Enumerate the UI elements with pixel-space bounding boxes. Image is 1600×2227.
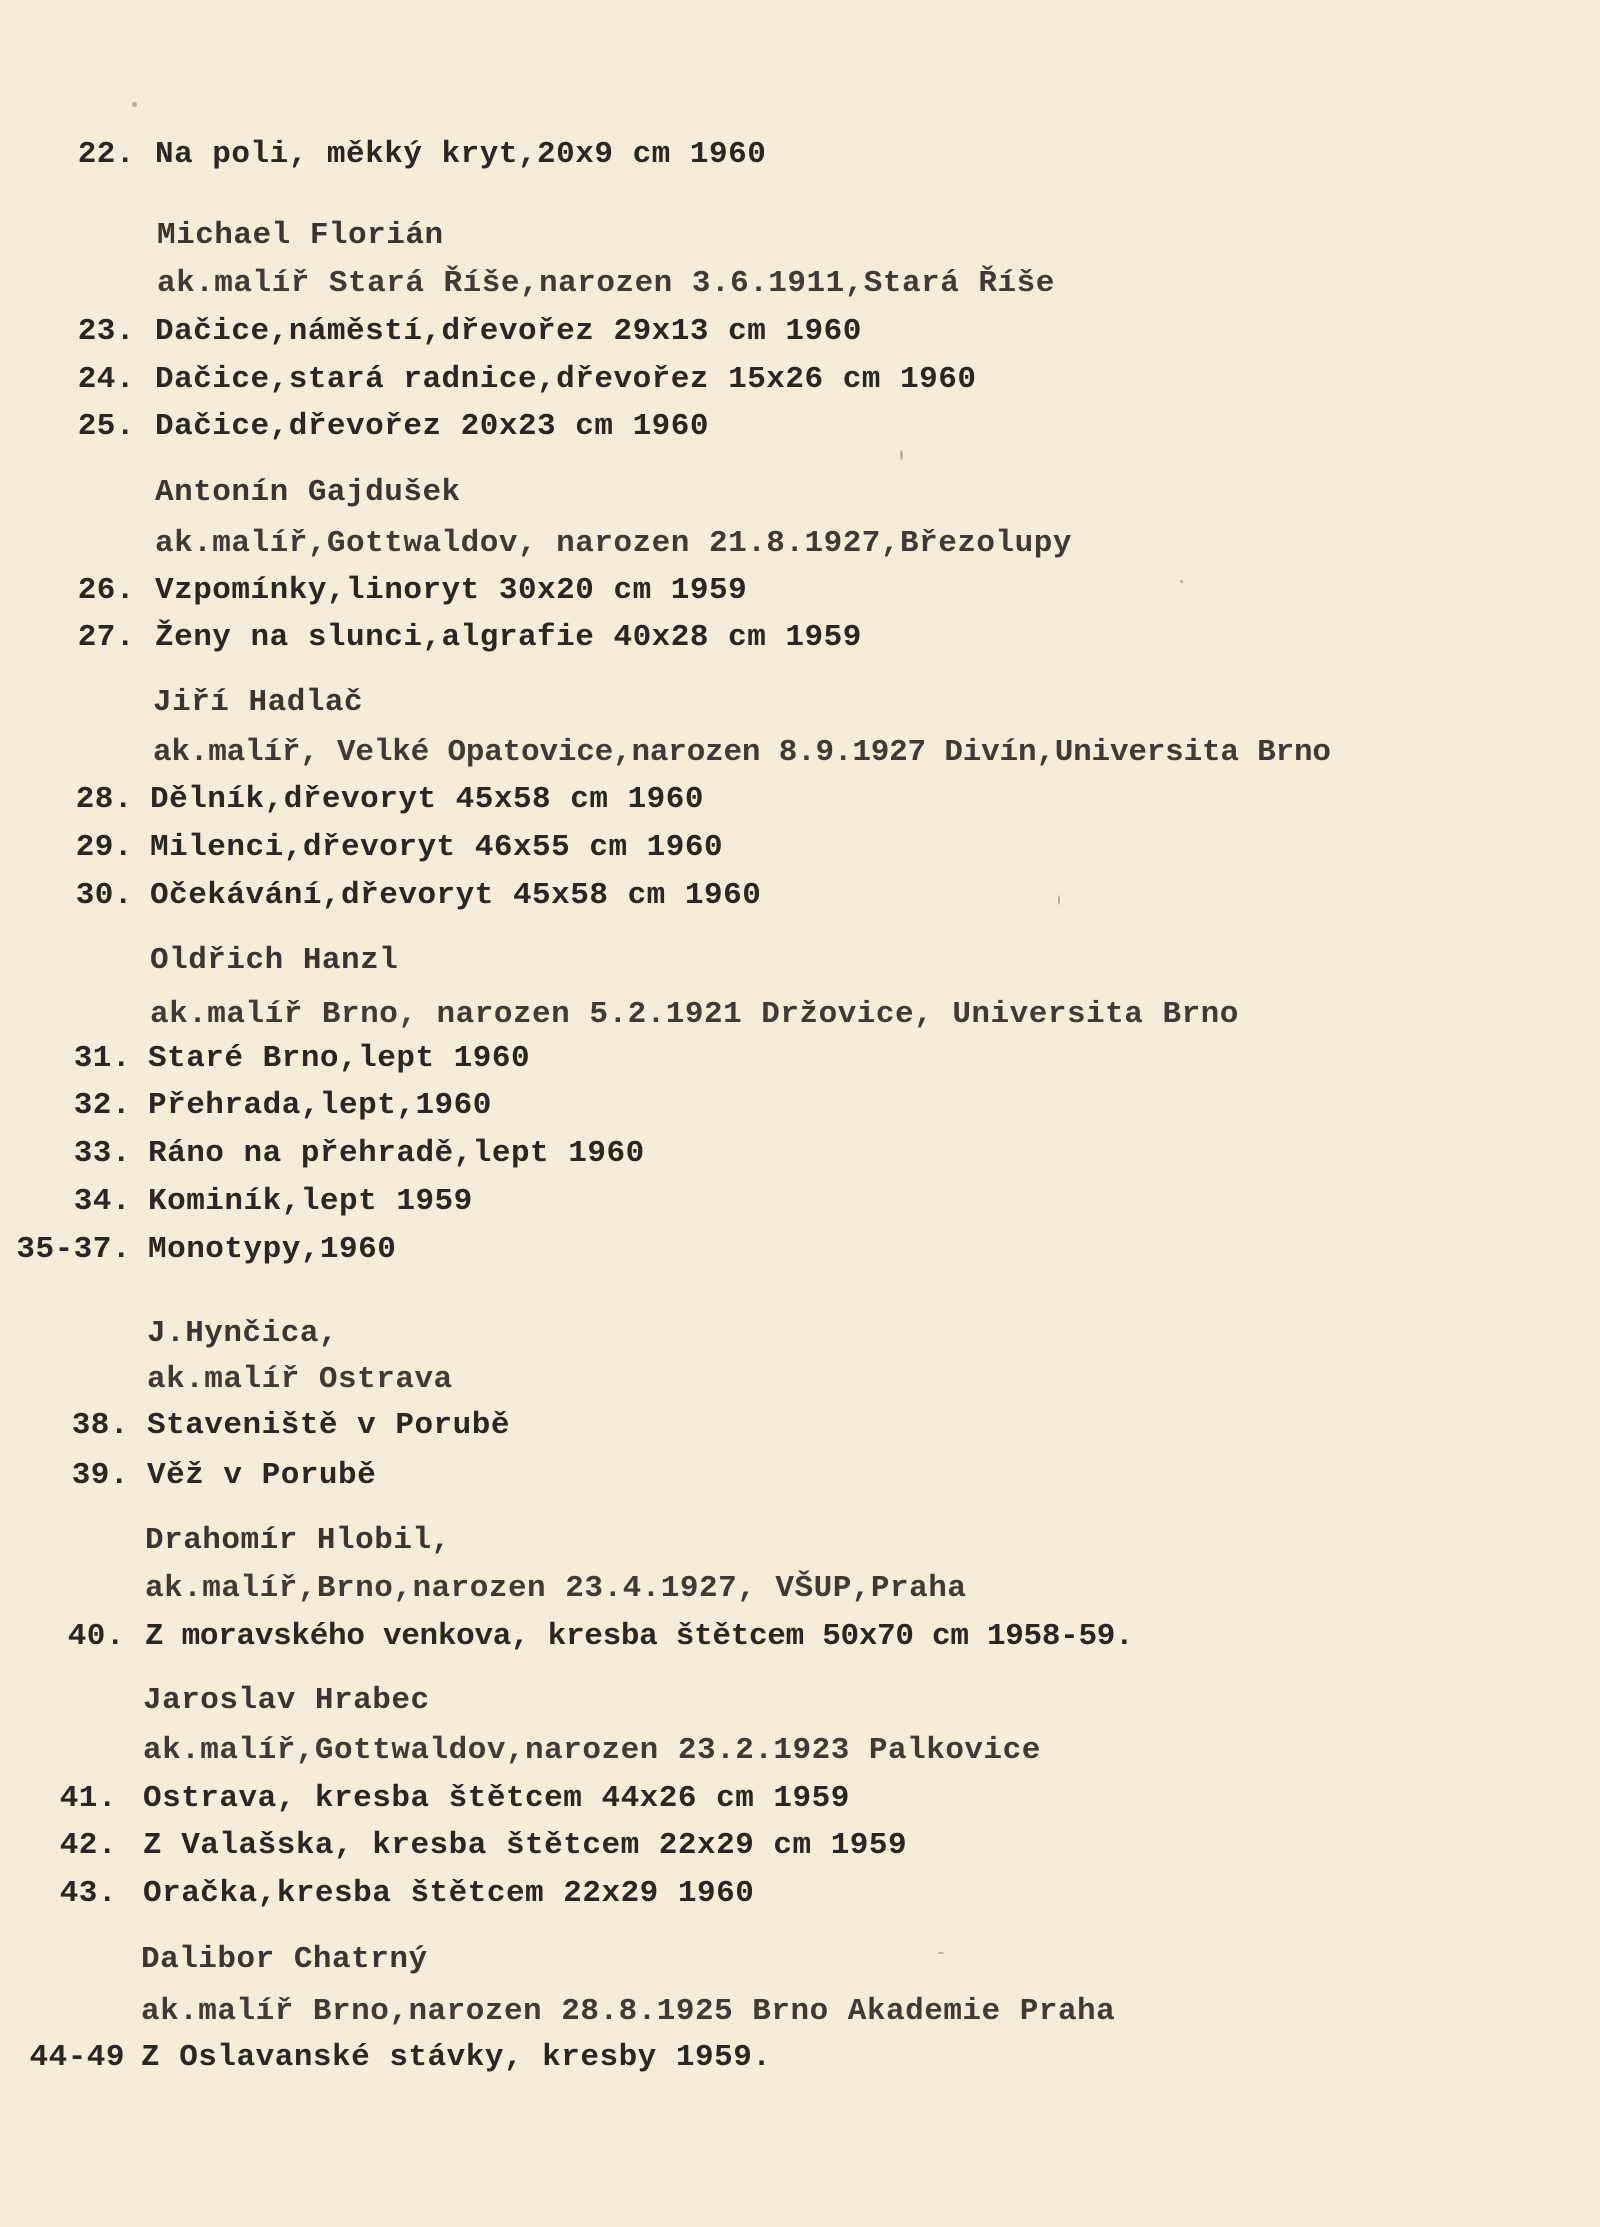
item-number: 31. (73, 1041, 131, 1076)
item-number: 27. (77, 620, 135, 655)
paper-speck (1058, 895, 1060, 905)
paper-speck (1180, 580, 1183, 583)
item-text: Očekávání,dřevoryt 45x58 cm 1960 (150, 878, 762, 913)
item-text: Z Oslavanské stávky, kresby 1959. (141, 2040, 772, 2075)
item-text: Přehrada,lept,1960 (148, 1088, 492, 1123)
artist-name: Jiří Hadlač (153, 685, 364, 720)
item-number: 24. (77, 362, 135, 397)
item-number: 33. (73, 1136, 131, 1171)
item-number: 29. (75, 830, 133, 865)
item-text: Staré Brno,lept 1960 (148, 1041, 531, 1076)
item-number: 30. (75, 878, 133, 913)
item-number: 41. (59, 1781, 117, 1816)
item-text: Věž v Porubě (147, 1458, 377, 1493)
item-number: 26. (77, 573, 135, 608)
item-text: Ostrava, kresba štětcem 44x26 cm 1959 (143, 1781, 850, 1816)
item-number: 44-49 (29, 2040, 125, 2075)
paper-speck (900, 450, 903, 460)
item-number: 32. (73, 1088, 131, 1123)
item-number: 38. (71, 1408, 129, 1443)
item-number: 23. (77, 314, 135, 349)
artist-info: ak.malíř,Gottwaldov, narozen 21.8.1927,Březolupy (155, 526, 1072, 561)
item-number: 35-37. (16, 1232, 131, 1267)
item-text: Oračka,kresba štětcem 22x29 1960 (143, 1876, 755, 1911)
item-text: Dačice,dřevořez 20x23 cm 1960 (155, 409, 709, 444)
item-number: 42. (59, 1828, 117, 1863)
artist-name: J.Hynčica, (147, 1316, 339, 1351)
artist-info: ak.malíř Brno, narozen 5.2.1921 Držovice, Universita Brno (150, 997, 1239, 1032)
item-text: Milenci,dřevoryt 46x55 cm 1960 (150, 830, 724, 865)
item-text: Ráno na přehradě,lept 1960 (148, 1136, 645, 1171)
artist-name: Dalibor Chatrný (141, 1942, 428, 1977)
item-text: Dačice,stará radnice,dřevořez 15x26 cm 1960 (155, 362, 977, 397)
artist-name: Drahomír Hlobil, (145, 1523, 451, 1558)
artist-info: ak.malíř,Gottwaldov,narozen 23.2.1923 Palkovice (143, 1733, 1041, 1768)
item-text: Staveniště v Porubě (147, 1408, 510, 1443)
item-number: 43. (59, 1876, 117, 1911)
item-text: Kominík,lept 1959 (148, 1184, 473, 1219)
artist-info: ak.malíř,Brno,narozen 23.4.1927, VŠUP,Praha (145, 1571, 967, 1606)
paper-speck (938, 1952, 944, 1954)
artist-info: ak.malíř Stará Říše,narozen 3.6.1911,Stará Říše (157, 266, 1055, 301)
item-number: 39. (71, 1458, 129, 1493)
paper-speck (132, 102, 137, 107)
item-text: Dělník,dřevoryt 45x58 cm 1960 (150, 782, 704, 817)
item-number: 34. (73, 1184, 131, 1219)
artist-name: Jaroslav Hrabec (143, 1683, 430, 1718)
item-number: 40. (67, 1619, 125, 1654)
item-text: Vzpomínky,linoryt 30x20 cm 1959 (155, 573, 748, 608)
item-number: 22. (77, 137, 135, 172)
artist-name: Antonín Gajdušek (155, 475, 461, 510)
item-number: 25. (77, 409, 135, 444)
item-text: Z moravského venkova, kresba štětcem 50x70 cm 1958-59. (145, 1619, 1134, 1654)
item-text: Ženy na slunci,algrafie 40x28 cm 1959 (155, 620, 862, 655)
item-text: Z Valašska, kresba štětcem 22x29 cm 1959 (143, 1828, 908, 1863)
item-text: Monotypy,1960 (148, 1232, 397, 1267)
artist-info: ak.malíř Brno,narozen 28.8.1925 Brno Akademie Praha (141, 1994, 1116, 2029)
item-text: Dačice,náměstí,dřevořez 29x13 cm 1960 (155, 314, 862, 349)
item-number: 28. (75, 782, 133, 817)
artist-info: ak.malíř Ostrava (147, 1362, 453, 1397)
item-text: Na poli, měkký kryt,20x9 cm 1960 (155, 137, 767, 172)
artist-name: Oldřich Hanzl (150, 943, 399, 978)
artist-info: ak.malíř, Velké Opatovice,narozen 8.9.1927 Divín,Universita Brno (153, 735, 1331, 770)
artist-name: Michael Florián (157, 218, 444, 253)
